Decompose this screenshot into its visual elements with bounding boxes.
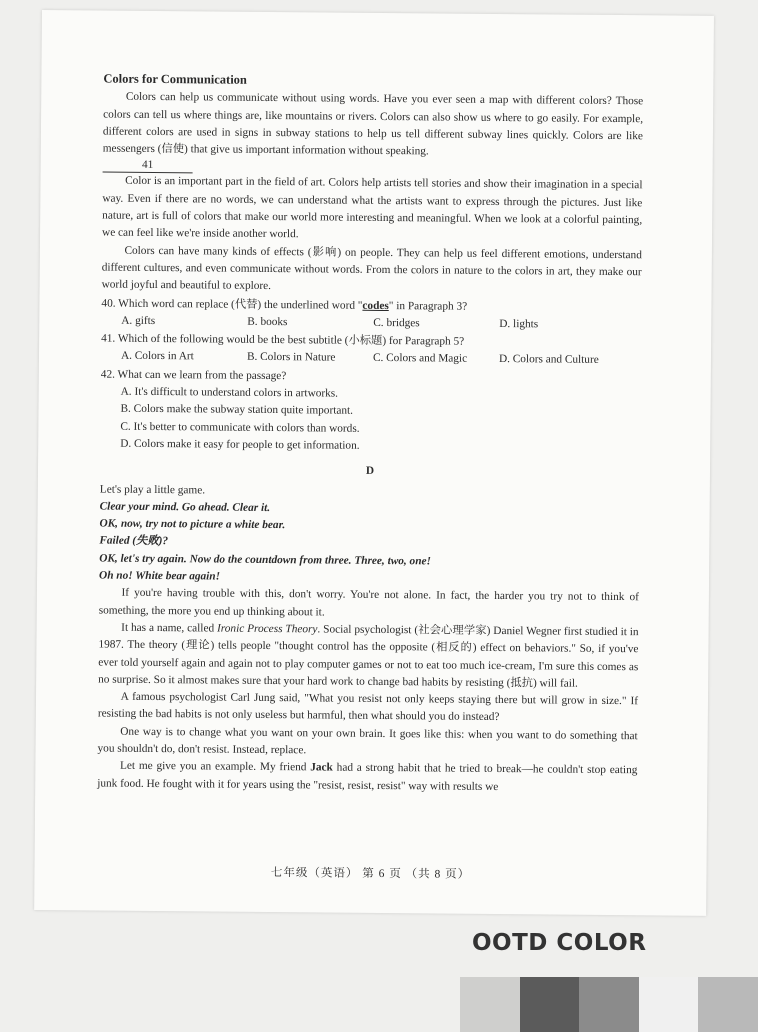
blank-41: 41	[103, 158, 193, 174]
passage-title: Colors for Communication	[103, 71, 247, 87]
question-42-options	[100, 384, 641, 458]
swatch	[698, 977, 758, 1032]
paragraph-3: Color is an important part in the field of art. Colors help artists tell stories and show their imagination in a special way. Even if there are no words, we can understand what the artists want to express through the pictures. Just like nature, art is full of colors that make our world more interesting and meaningful. When we look at a colorful painting, we can feel like we're inside another world.	[102, 175, 643, 241]
option: A. It's difficult to understand colors in artworks.	[120, 385, 339, 400]
paragraph: Let me give you an example. My friend Jack had a strong habit that he tried to break—he couldn't stop eating junk food. He fought with it for years using the "resist, resist, resist" way with results we	[97, 759, 638, 793]
game-line: Failed (失败)?	[99, 534, 169, 548]
paragraph-1: Colors can help us communicate without using words. Have you ever seen a map with different colors? Those colors can tell us where things are, like mountains or rivers. Colors can also show us where to go easily. For example, different colors are used in signs in subway stations to help us tell different subway lines quickly. Colors are like messengers (信使) that give us important information without speaking.	[102, 91, 644, 158]
game-line: Oh no! White bear again!	[99, 569, 221, 583]
swatch	[460, 977, 520, 1032]
option: C. It's better to communicate with colors than words.	[120, 420, 360, 435]
option: D. Colors and Culture	[498, 353, 599, 367]
option: D. Colors make it easy for people to get information.	[120, 437, 360, 452]
swatch	[639, 977, 699, 1032]
option: B. Colors in Nature	[246, 351, 336, 365]
exam-page	[34, 10, 714, 916]
paragraph: A famous psychologist Carl Jung said, "What you resist not only keeps staying there but will grow in size." If resisting the bad habits is not only useless but harmful, then what should you do instead?	[97, 690, 639, 724]
watermark-text: OOTD COLOR	[472, 930, 647, 956]
swatch	[520, 977, 580, 1032]
option: D. lights	[499, 317, 539, 331]
paragraph-4: Colors can have many kinds of effects (影响) on people. They can help us feel different emotions, understand different cultures, and even communicate without words. From the colors in nature to the colors in art, they make our world joyful and beautiful to explore.	[101, 244, 642, 293]
question-40: 40. Which word can replace (代替) the underlined word "codes" in Paragraph 3?	[101, 297, 468, 313]
paragraph: One way is to change what you want on your own brain. It goes like this: when you want to do something that you shouldn't do, don't resist. Instead, replace.	[97, 725, 638, 757]
option: B. Colors make the subway station quite important.	[120, 403, 354, 418]
game-line: Clear your mind. Go ahead. Clear it.	[99, 500, 271, 514]
paragraph: If you're having trouble with this, don't worry. You're not alone. In fact, the harder you try not to think of something, the more you end up thinking about it.	[98, 587, 639, 619]
option: B. books	[247, 315, 288, 329]
option: A. Colors in Art	[120, 350, 194, 363]
game-line: OK, let's try again. Now do the countdown from three. Three, two, one!	[99, 552, 431, 568]
option: C. bridges	[373, 316, 420, 330]
section-heading: D	[365, 465, 375, 478]
swatch	[579, 977, 639, 1032]
paragraph: It has a name, called Ironic Process Theory. Social psychologist (社会心理学家) Daniel Wegner first studied it in 1987. The theory (理论) tells people "thought control has the opposite (相反的) effect on behaviors." So, if you've ever told yourself again and again not to play computer games or not to eat too much ice-cream, I'm sure this comes as no surprise. So it almost makes sure that your hard work to change bad habits by resisting (抵抗) will fail.	[98, 621, 639, 690]
underlined-word: codes	[362, 299, 389, 312]
page-content	[97, 71, 643, 798]
game-line: Let's play a little game.	[99, 483, 206, 496]
color-swatches	[460, 977, 758, 1032]
game-line: OK, now, try not to picture a white bear.	[99, 517, 286, 532]
question-41: 41. Which of the following would be the best subtitle (小标题) for Paragraph 5?	[101, 332, 465, 348]
option: A. gifts	[121, 314, 156, 327]
page-footer: 七年级（英语） 第 6 页 （共 8 页）	[270, 867, 471, 881]
question-42: 42. What can we learn from the passage?	[100, 368, 287, 382]
option: C. Colors and Magic	[372, 352, 468, 366]
